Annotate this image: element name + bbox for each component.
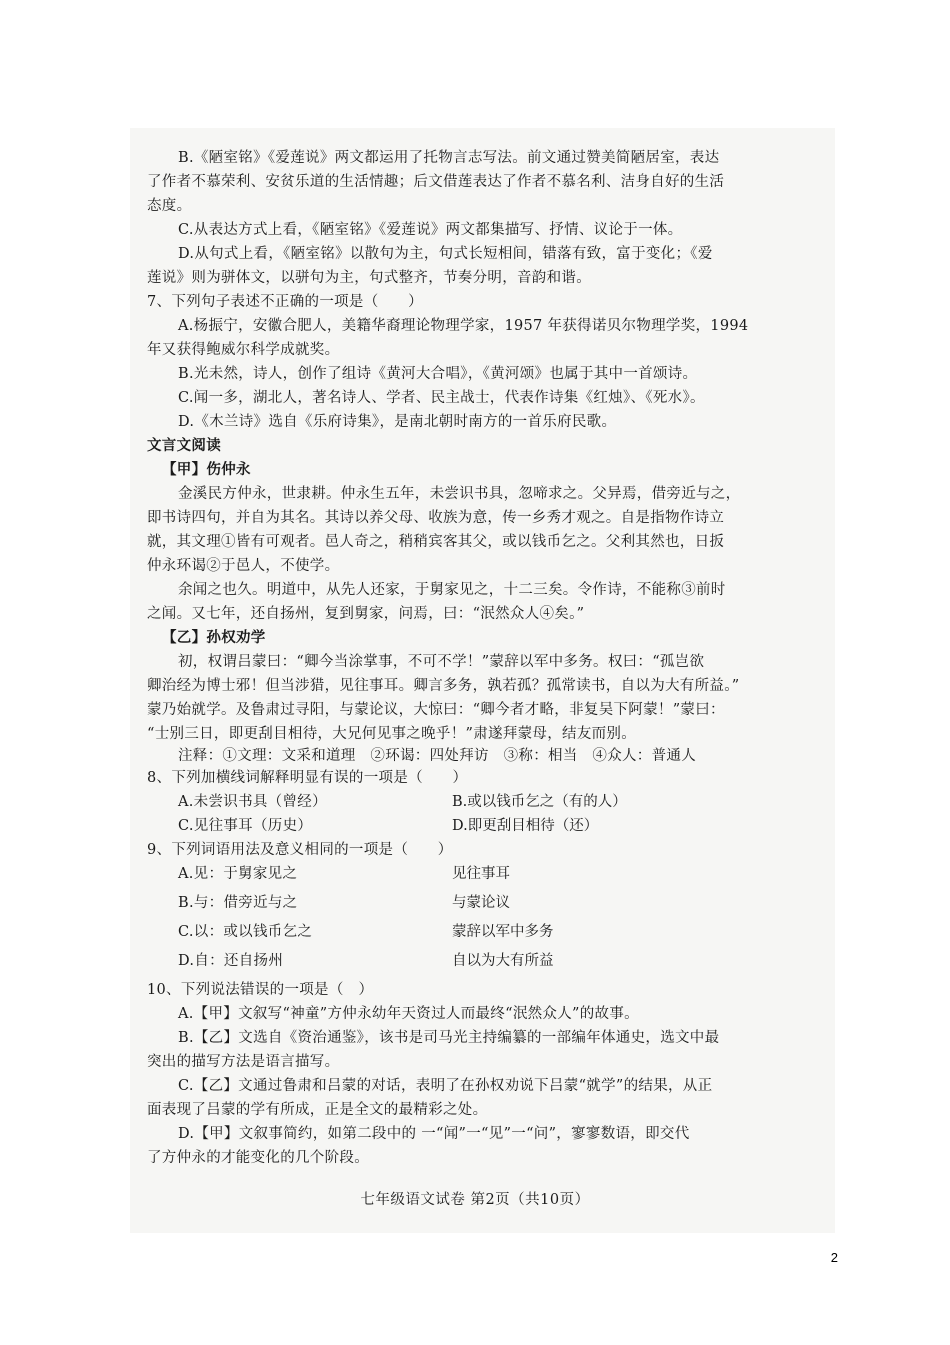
option-7d: D.《木兰诗》选自《乐府诗集》，是南北朝时南方的一首乐府民歌。: [178, 414, 617, 430]
passage-a-title: 【甲】伤仲永: [162, 461, 251, 478]
q10-option-b-line1: B.【乙】文选自《资治通鉴》，该书是司马光主持编纂的一部编年体通史，选文中最: [178, 1030, 720, 1046]
option-6b-line2: 了作者不慕荣利、安贫乐道的生活情趣；后文借莲表达了作者不慕名利、洁身自好的生活: [147, 174, 725, 190]
passage-b-line4: “士别三日，即更刮目相待，大兄何见事之晚乎！”肃遂拜蒙母，结友而别。: [147, 726, 637, 742]
q10-option-b-line2: 突出的描写方法是语言描写。: [147, 1054, 340, 1070]
q9-row-c-right: 蒙辞以军中多务: [452, 924, 554, 940]
page-footer: 七年级语文试卷 第2页（共10页）: [360, 1192, 590, 1208]
q8-option-c: C.见往事耳（历史）: [178, 818, 313, 834]
q9-row-a-right: 见往事耳: [452, 866, 510, 882]
option-7a-line2: 年又获得鲍威尔科学成就奖。: [147, 342, 340, 358]
question-10: 10、下列说法错误的一项是（ ）: [147, 982, 374, 998]
option-7a-line1: A.杨振宁，安徽合肥人，美籍华裔理论物理学家，1957 年获得诺贝尔物理学奖，1994: [178, 318, 749, 334]
q9-row-d-right: 自以为大有所益: [452, 953, 554, 969]
option-7b: B.光未然，诗人，创作了组诗《黄河大合唱》，《黄河颂》也属于其中一首颂诗。: [178, 366, 698, 382]
q8-option-b: B.或以钱币乞之（有的人）: [452, 794, 627, 810]
passage-b-title: 【乙】孙权劝学: [162, 629, 266, 646]
q10-option-c-line2: 面表现了吕蒙的学有所成，正是全文的最精彩之处。: [147, 1102, 488, 1118]
passage-a-line2: 即书诗四句，并自为其名。其诗以养父母、收族为意，传一乡秀才观之。自是指物作诗立: [147, 510, 725, 526]
passage-a-line1: 金溪民方仲永，世隶耕。仲永生五年，未尝识书具，忽啼求之。父异焉，借旁近与之，: [178, 486, 741, 502]
q9-row-b-left: B.与：借旁近与之: [178, 895, 298, 911]
option-7c: C.闻一多，湖北人，著名诗人、学者、民主战士，代表作诗集《红烛》、《死水》。: [178, 390, 705, 406]
section-heading: 文言文阅读: [147, 437, 221, 454]
passage-a-line4: 仲永环谒②于邑人，不使学。: [147, 558, 340, 574]
q10-option-c-line1: C.【乙】文通过鲁肃和吕蒙的对话，表明了在孙权劝说下吕蒙“就学”的结果，从正: [178, 1078, 713, 1094]
option-6d-line2: 莲说》则为骈体文，以骈句为主，句式整齐，节奏分明，音韵和谐。: [147, 270, 591, 286]
question-9: 9、下列词语用法及意义相同的一项是（ ）: [147, 842, 453, 858]
passage-a-line3: 就，其文理①皆有可观者。邑人奇之，稍稍宾客其父，或以钱币乞之。父利其然也，日扳: [147, 534, 725, 550]
q8-option-a: A.未尝识书具（曾经）: [178, 794, 327, 810]
option-6b-line3: 态度。: [147, 198, 192, 214]
option-6b-line1: B.《陋室铭》《爱莲说》两文都运用了托物言志写法。前文通过赞美简陋居室，表达: [178, 150, 720, 166]
q9-row-b-right: 与蒙论议: [452, 895, 510, 911]
annotation-note: 注释：①文理：文采和道理 ②环谒：四处拜访 ③称：相当 ④众人：普通人: [178, 748, 696, 764]
q10-option-d-line2: 了方仲永的才能变化的几个阶段。: [147, 1150, 369, 1166]
q9-row-a-left: A.见：于舅家见之: [178, 866, 298, 882]
q10-option-a: A.【甲】文叙写“神童”方仲永幼年天资过人而最终“泯然众人”的故事。: [178, 1006, 639, 1022]
question-8: 8、下列加横线词解释明显有误的一项是（ ）: [147, 770, 468, 786]
question-7: 7、下列句子表述不正确的一项是（ ）: [147, 294, 423, 310]
passage-b-line2: 卿治经为博士邪！但当涉猎，见往事耳。卿言多务，孰若孤？孤常读书，自以为大有所益。”: [147, 678, 740, 694]
page-number: 2: [830, 1250, 838, 1265]
passage-a-line6: 之闻。又七年，还自扬州，复到舅家，问焉，曰：“泯然众人④矣。”: [147, 606, 585, 622]
passage-a-line5: 余闻之也久。明道中，从先人还家，于舅家见之，十二三矣。令作诗，不能称③前时: [178, 582, 726, 598]
option-6c: C.从表达方式上看，《陋室铭》《爱莲说》两文都集描写、抒情、议论于一体。: [178, 222, 683, 238]
q8-option-d: D.即更刮目相待（还）: [452, 818, 599, 834]
passage-b-line3: 蒙乃始就学。及鲁肃过寻阳，与蒙论议，大惊曰：“卿今者才略，非复吴下阿蒙！”蒙曰：: [147, 702, 725, 718]
option-6d-line1: D.从句式上看，《陋室铭》以散句为主，句式长短相间，错落有致，富于变化；《爱: [178, 246, 713, 262]
q10-option-d-line1: D.【甲】文叙事简约，如第二段中的 一“闻”一“见”一“问”，寥寥数语，即交代: [178, 1126, 690, 1142]
passage-b-line1: 初，权谓吕蒙曰：“卿今当涂掌事，不可不学！”蒙辞以军中多务。权曰：“孤岂欲: [178, 654, 705, 670]
q9-row-c-left: C.以：或以钱币乞之: [178, 924, 313, 940]
q9-row-d-left: D.自：还自扬州: [178, 953, 284, 969]
